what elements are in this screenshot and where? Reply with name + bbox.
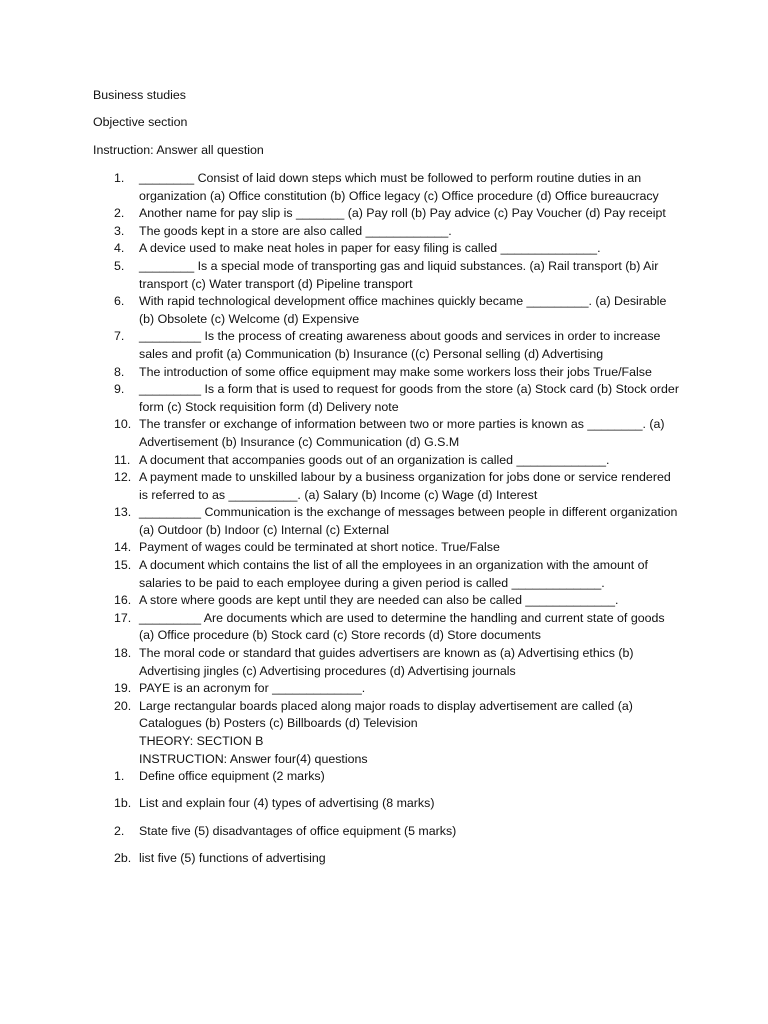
question-text: The introduction of some office equipment may make some workers loss their jobs True/False xyxy=(139,364,652,379)
theory-text: State five (5) disadvantages of office equipment (5 marks) xyxy=(139,823,457,838)
question-text: A document that accompanies goods out of an organization is called _____________. xyxy=(139,452,610,467)
theory-text: Define office equipment (2 marks) xyxy=(139,769,325,784)
question-item xyxy=(0,416,768,451)
question-item xyxy=(0,205,768,223)
question-text: The transfer or exchange of information between two or more parties is known as ________. (a) Advertisement (b) Insurance (c) Communication (d) G.S.M xyxy=(139,417,665,449)
question-item xyxy=(0,610,768,645)
theory-item xyxy=(0,850,768,868)
question-number: 13. xyxy=(114,505,132,520)
subject-title: Business studies xyxy=(93,88,186,102)
theory-text: List and explain four (4) types of advertising (8 marks) xyxy=(139,796,435,811)
question-number: 5. xyxy=(114,258,125,273)
question-text: A store where goods are kept until they are needed can also be called _____________. xyxy=(139,593,619,608)
question-text: PAYE is an acronym for _____________. xyxy=(139,681,366,696)
question-item xyxy=(0,592,768,610)
question-text: _________ Are documents which are used to determine the handling and current state of goods (a) Office procedure (b) Stock card (c) Store records (d) Store documents xyxy=(139,610,665,643)
question-item xyxy=(0,364,768,382)
theory-instruction: INSTRUCTION: Answer four(4) questions xyxy=(139,751,368,766)
theory-number: 1b. xyxy=(114,796,132,811)
question-number: 6. xyxy=(114,294,125,309)
question-item xyxy=(0,258,768,293)
question-text: _________ Is the process of creating awareness about goods and services in order to increase sales and profit (a) Communication (b) Insurance ((c) Personal selling (d) Advertising xyxy=(139,329,661,361)
question-text: _________ Communication is the exchange of messages between people in different organization (a) Outdoor (b) Indoor (c) Internal (c) External xyxy=(139,505,678,537)
question-text: The moral code or standard that guides advertisers are known as (a) Advertising ethics (b) Advertising jingles (c) Advertising procedures (d) Advertising journals xyxy=(139,646,634,678)
question-item xyxy=(0,539,768,557)
question-number: 19. xyxy=(114,681,132,696)
question-list xyxy=(0,170,768,867)
question-number: 12. xyxy=(114,470,132,485)
theory-number: 2. xyxy=(114,823,125,838)
theory-item xyxy=(0,795,768,813)
question-number: 16. xyxy=(114,593,132,608)
question-number: 1. xyxy=(114,171,125,185)
theory-number: 1. xyxy=(114,769,125,784)
question-item xyxy=(0,452,768,470)
question-text: ________ Consist of laid down steps which must be followed to perform routine duties in an organization (a) Office constitution (b) Office legacy (c) Office procedure (d) Office bureaucracy xyxy=(139,171,659,203)
question-number: 11. xyxy=(114,452,131,467)
question-number: 17. xyxy=(114,610,132,625)
question-text: With rapid technological development office machines quickly became _________. (a) Desirable (b) Obsolete (c) Welcome (d) Expensive xyxy=(139,294,667,326)
question-text: _________ Is a form that is used to request for goods from the store (a) Stock card (b) Stock order form (c) Stock requisition form (d) Delivery note xyxy=(139,382,679,414)
question-number: 2. xyxy=(114,206,125,221)
question-number: 4. xyxy=(114,241,125,256)
question-number: 15. xyxy=(114,558,132,573)
question-number: 7. xyxy=(114,329,125,344)
question-text: Large rectangular boards placed along major roads to display advertisement are called (a) Catalogues (b) Posters (c) Billboards (d) Television xyxy=(139,698,633,731)
question-text: ________ Is a special mode of transporting gas and liquid substances. (a) Rail transport (b) Air transport (c) Water transport (d) Pipeline transport xyxy=(139,258,659,291)
question-item xyxy=(0,698,768,733)
question-item xyxy=(0,469,768,504)
question-item xyxy=(0,223,768,241)
theory-heading: THEORY: SECTION B xyxy=(139,734,264,748)
question-number: 14. xyxy=(114,540,132,555)
question-item xyxy=(0,557,768,592)
question-item xyxy=(0,680,768,698)
question-number: 10. xyxy=(114,417,132,432)
question-item xyxy=(0,381,768,416)
question-item xyxy=(0,293,768,328)
question-item xyxy=(0,240,768,258)
question-number: 3. xyxy=(114,223,125,238)
instruction-line: Instruction: Answer all question xyxy=(93,143,264,157)
question-text: A device used to make neat holes in paper for easy filing is called ______________. xyxy=(139,241,601,256)
theory-item xyxy=(0,768,768,786)
question-item xyxy=(0,645,768,680)
theory-text: list five (5) functions of advertising xyxy=(139,850,326,865)
question-number: 18. xyxy=(114,646,132,661)
question-number: 9. xyxy=(114,382,125,397)
theory-item xyxy=(0,823,768,841)
question-item xyxy=(0,170,768,205)
question-number: 20. xyxy=(114,698,132,713)
question-text: A document which contains the list of all the employees in an organization with the amount of salaries to be paid to each employee during a given period is called _____________. xyxy=(139,558,649,590)
question-item xyxy=(0,504,768,539)
section-title: Objective section xyxy=(93,115,188,129)
question-text: A payment made to unskilled labour by a business organization for jobs done or service rendered is referred to as __________. (a) Salary (b) Income (c) Wage (d) Interest xyxy=(139,470,671,502)
question-number: 8. xyxy=(114,364,125,379)
question-text: Payment of wages could be terminated at short notice. True/False xyxy=(139,540,500,555)
theory-number: 2b. xyxy=(114,850,132,865)
question-text: Another name for pay slip is _______ (a) Pay roll (b) Pay advice (c) Pay Voucher (d) Pay receipt xyxy=(139,206,666,221)
question-item xyxy=(0,328,768,363)
question-text: The goods kept in a store are also called ____________. xyxy=(139,223,452,238)
